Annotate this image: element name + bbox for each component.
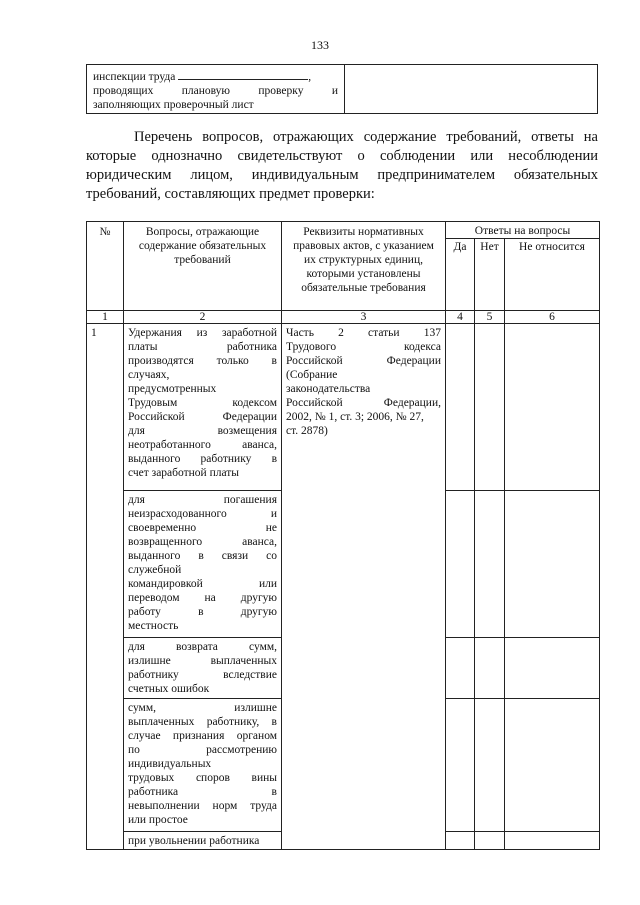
question-line: при увольнении работника bbox=[128, 835, 260, 847]
question-line: выплаченных работнику, в bbox=[128, 716, 277, 728]
requisites-line: Российской Федерации bbox=[286, 355, 441, 367]
answer-yes-cell[interactable] bbox=[446, 638, 475, 699]
question-line: возвращенного аванса, bbox=[128, 536, 277, 548]
header-questions: Вопросы, отражающие содержание обязательных требований bbox=[124, 222, 282, 311]
answer-yes-cell[interactable] bbox=[446, 699, 475, 832]
answer-not-applicable-cell[interactable] bbox=[505, 832, 600, 850]
table-row bbox=[87, 324, 600, 491]
header-line-2: проводящих плановую проверку и bbox=[93, 85, 338, 97]
question-line: выданного работнику в bbox=[128, 453, 277, 465]
question-line: выданного в связи со bbox=[128, 550, 277, 562]
header-no: Нет bbox=[475, 239, 505, 311]
intro-paragraph bbox=[86, 128, 598, 204]
answer-no-cell[interactable] bbox=[475, 638, 505, 699]
question-line: платы работника bbox=[128, 341, 277, 353]
header-not-applicable: Не относится bbox=[505, 239, 600, 311]
question-line: местность bbox=[128, 620, 179, 632]
table-header-row bbox=[87, 222, 600, 239]
question-line: Российской Федерации bbox=[128, 411, 277, 423]
header-line-1: инспекции труда bbox=[93, 71, 176, 83]
answer-no-cell[interactable] bbox=[475, 491, 505, 638]
requisites-line: Часть 2 статьи 137 bbox=[286, 327, 441, 339]
column-number: 5 bbox=[475, 311, 505, 324]
question-line: счет заработной платы bbox=[128, 467, 240, 479]
column-number-row bbox=[87, 311, 600, 324]
question-line: предусмотренных bbox=[128, 383, 217, 395]
column-number: 4 bbox=[446, 311, 475, 324]
question-line: работника в bbox=[128, 786, 277, 798]
answer-yes-cell[interactable] bbox=[446, 832, 475, 850]
header-num: № bbox=[87, 222, 124, 311]
question-line: индивидуальных bbox=[128, 758, 212, 770]
requirements-table bbox=[86, 221, 600, 850]
header-box bbox=[86, 64, 598, 114]
question-line: неотработанного аванса, bbox=[128, 439, 277, 451]
requisites-line: ст. 2878) bbox=[286, 425, 328, 437]
question-line: счетных ошибок bbox=[128, 683, 210, 695]
intro-line-3: юридическим лицом, индивидуальным предпринимателем обязательных bbox=[86, 167, 598, 183]
header-answers: Ответы на вопросы bbox=[446, 222, 600, 239]
question-cell bbox=[124, 638, 282, 699]
answer-yes-cell[interactable] bbox=[446, 491, 475, 638]
header-yes: Да bbox=[446, 239, 475, 311]
question-line: своевременно не bbox=[128, 522, 277, 534]
question-line: работу в другую bbox=[128, 606, 277, 618]
answer-not-applicable-cell[interactable] bbox=[505, 491, 600, 638]
blank-line bbox=[178, 69, 308, 80]
question-line: излишне выплаченных bbox=[128, 655, 277, 667]
answer-no-cell[interactable] bbox=[475, 699, 505, 832]
header-requisites: Реквизиты нормативных правовых актов, с указанием их структурных единиц, которыми установлены обязательные требования bbox=[282, 222, 446, 311]
requisites-line: законодательства bbox=[286, 383, 371, 395]
column-number: 6 bbox=[505, 311, 600, 324]
header-box-text bbox=[87, 65, 345, 113]
header-comma: , bbox=[308, 71, 312, 83]
answer-not-applicable-cell[interactable] bbox=[505, 638, 600, 699]
question-line: Удержания из заработной bbox=[128, 327, 277, 339]
column-number: 3 bbox=[282, 311, 446, 324]
question-cell bbox=[124, 832, 282, 850]
column-number: 1 bbox=[87, 311, 124, 324]
requisites-line: Российской Федерации, bbox=[286, 397, 441, 409]
page-number: 133 bbox=[311, 38, 329, 52]
question-line: сумм, излишне bbox=[128, 702, 277, 714]
answer-not-applicable-cell[interactable] bbox=[505, 699, 600, 832]
requisites-cell bbox=[282, 324, 446, 850]
intro-line-1: Перечень вопросов, отражающих содержание требований, ответы на bbox=[134, 129, 598, 145]
requisites-line: Трудового кодекса bbox=[286, 341, 441, 353]
question-cell bbox=[124, 699, 282, 832]
requisites-line: (Собрание bbox=[286, 369, 338, 381]
question-line: командировкой или bbox=[128, 578, 277, 590]
requisites-line: 2002, № 1, ст. 3; 2006, № 27, bbox=[286, 411, 424, 423]
question-line: переводом на другую bbox=[128, 592, 277, 604]
intro-line-4: требований, составляющих предмет проверки: bbox=[86, 186, 375, 202]
question-line: невыполнении норм труда bbox=[128, 800, 277, 812]
question-line: Трудовым кодексом bbox=[128, 397, 277, 409]
question-line: для погашения bbox=[128, 494, 277, 506]
intro-line-2: которые однозначно свидетельствуют о соблюдении или несоблюдении bbox=[86, 148, 598, 164]
question-line: трудовых споров вины bbox=[128, 772, 277, 784]
answer-yes-cell[interactable] bbox=[446, 324, 475, 491]
row-number: 1 bbox=[87, 324, 124, 850]
question-line: неизрасходованного и bbox=[128, 508, 277, 520]
answer-no-cell[interactable] bbox=[475, 324, 505, 491]
question-cell bbox=[124, 324, 282, 491]
question-line: для возмещения bbox=[128, 425, 277, 437]
question-line: работнику вследствие bbox=[128, 669, 277, 681]
question-line: производятся только в bbox=[128, 355, 277, 367]
question-line: по рассмотрению bbox=[128, 744, 277, 756]
answer-not-applicable-cell[interactable] bbox=[505, 324, 600, 491]
question-line: служебной bbox=[128, 564, 182, 576]
question-line: или простое bbox=[128, 814, 188, 826]
question-line: для возврата сумм, bbox=[128, 641, 277, 653]
question-line: случае признания органом bbox=[128, 730, 277, 742]
question-line: случаях, bbox=[128, 369, 170, 381]
question-cell bbox=[124, 491, 282, 638]
answer-no-cell[interactable] bbox=[475, 832, 505, 850]
column-number: 2 bbox=[124, 311, 282, 324]
header-line-3: заполняющих проверочный лист bbox=[93, 99, 254, 111]
